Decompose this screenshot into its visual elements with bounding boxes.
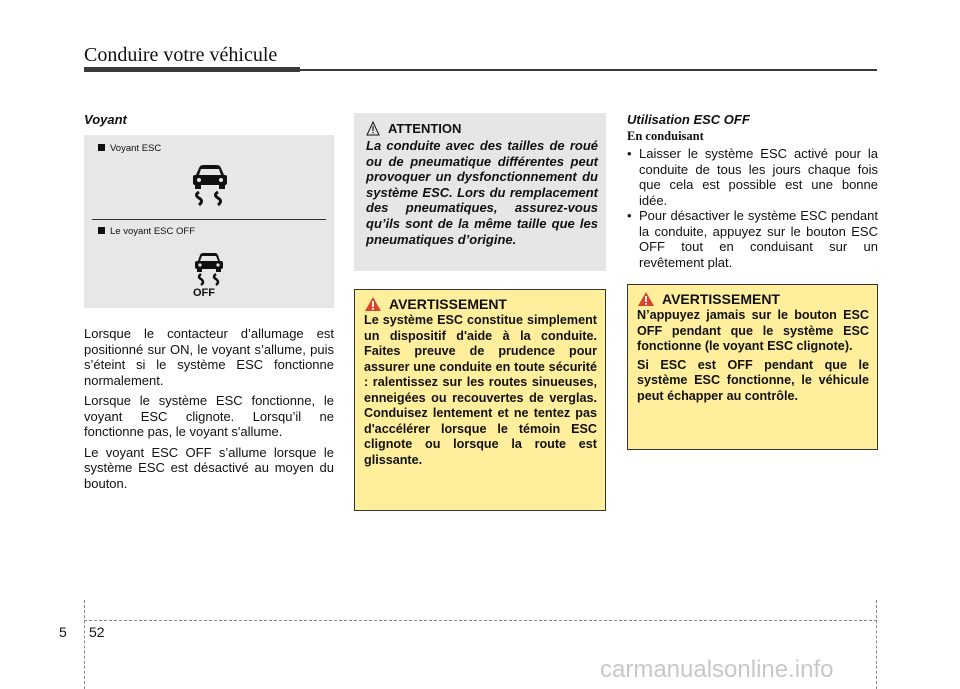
section-heading-voyant: Voyant xyxy=(84,112,127,127)
footer-rule-vertical xyxy=(84,600,85,689)
lamp-caption-esc-off: Le voyant ESC OFF xyxy=(98,226,195,237)
esc-off-indicator-icon xyxy=(193,251,225,287)
indicator-lamp-panel xyxy=(84,135,334,308)
lamp-divider xyxy=(92,219,326,220)
warning-triangle-icon xyxy=(637,291,655,307)
attention-title: ATTENTION xyxy=(366,121,598,136)
paragraph: Le voyant ESC OFF s’allume lorsque le système ESC est désactivé au moyen du bouton. xyxy=(84,444,334,491)
square-bullet-icon xyxy=(98,227,105,234)
list-item: • Laisser le système ESC activé pour la conduite de tous les jours chaque fois que cela est possible est une bonne idée. xyxy=(627,146,878,208)
paragraph: Si ESC est OFF pendant que le système ESC fonctionne, le véhicule peut échapper au contrôle. xyxy=(637,357,869,403)
paragraph: Lorsque le système ESC fonctionne, le voyant ESC clignote. Lorsqu’il ne fonctionne pas, le voyant s'allume. xyxy=(84,393,334,439)
caution-triangle-icon xyxy=(366,121,380,136)
header-rule-thin xyxy=(300,69,877,71)
attention-box xyxy=(354,113,606,271)
lamp-caption-esc: Voyant ESC xyxy=(98,143,161,154)
warning-box-right xyxy=(627,284,878,450)
esc-indicator-icon xyxy=(190,163,230,207)
footer-rule xyxy=(84,620,877,621)
watermark: carmanualsonline.info xyxy=(600,656,834,683)
paragraph: N’appuyez jamais sur le bouton ESC OFF pendant que le système ESC fonctionne (le voyant ESC clignote). xyxy=(637,308,869,353)
warning-text xyxy=(637,308,869,404)
chapter-number: 5 xyxy=(59,624,67,640)
page-number: 52 xyxy=(89,624,105,640)
off-label: OFF xyxy=(193,287,215,299)
warning-box-middle xyxy=(354,289,606,511)
left-body-text xyxy=(84,326,334,496)
warning-title: AVERTISSEMENT xyxy=(364,296,597,312)
section-heading-esc-off: Utilisation ESC OFF xyxy=(627,112,750,127)
header-rule-thick xyxy=(84,67,300,72)
attention-text: La conduite avec des tailles de roué ou de pneumatique différentes peut provoquer un dysfonctionnement du système ESC. Lors du remplacement des pneumatiques, assurez-vous qu’ils sont de la même taille que les pneumatiques d’origine. xyxy=(366,138,598,247)
list-item: • Pour désactiver le système ESC pendant la conduite, appuyez sur le bouton ESC OFF tout en conduisant sur un revêtement plat. xyxy=(627,208,878,270)
chapter-title: Conduire votre véhicule xyxy=(84,44,278,66)
warning-triangle-icon xyxy=(364,296,382,312)
paragraph: Lorsque le contacteur d’allumage est positionné sur ON, le voyant s’allume, puis s’éteint si le système ESC fonctionne normalement. xyxy=(84,326,334,388)
footer-rule-vertical xyxy=(876,600,877,689)
bullet-list xyxy=(627,146,878,270)
warning-title: AVERTISSEMENT xyxy=(637,291,869,307)
warning-text: Le système ESC constitue simplement un dispositif d'aide à la conduite. Faites preuve de prudence pour assurer une conduite en toute sécurité : ralentissez sur les routes sinueuses, enneigées ou recouvertes de verglas. Conduisez lentement et ne tentez pas d'accélérer lorsque le témoin ESC clignote ou lorsque la route est glissante. xyxy=(364,313,597,467)
square-bullet-icon xyxy=(98,144,105,151)
subheading: En conduisant xyxy=(627,129,704,143)
